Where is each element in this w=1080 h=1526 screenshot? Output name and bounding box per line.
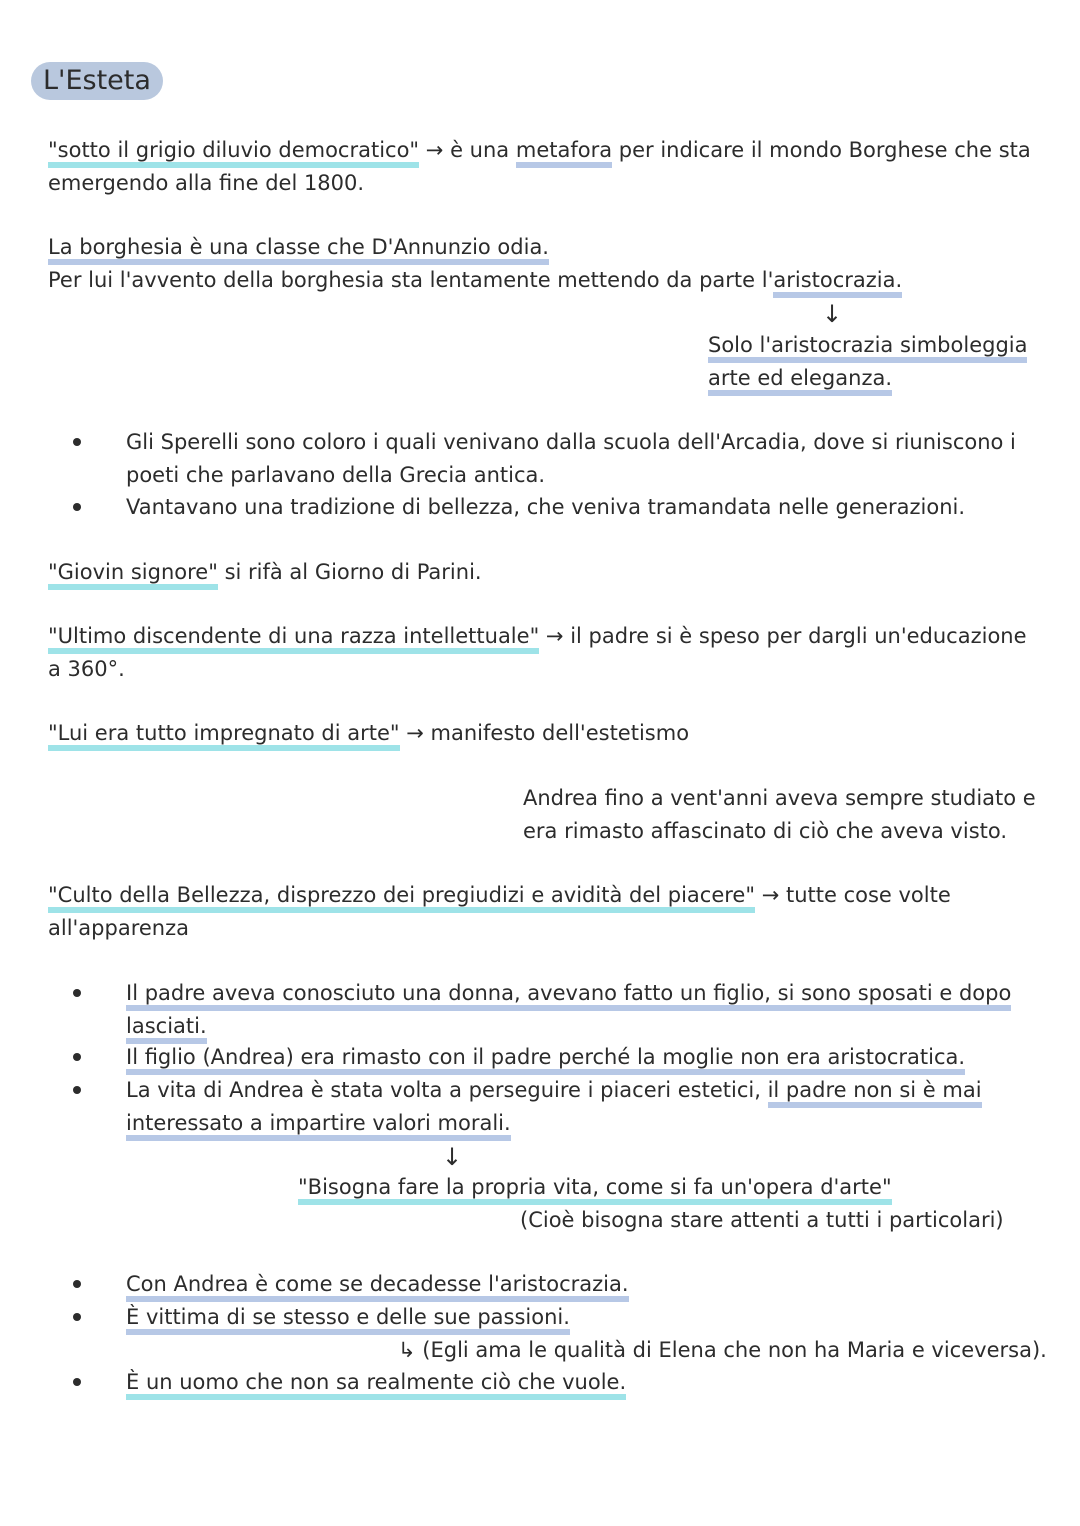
bullet-sperelli-line2: poeti che parlavano della Grecia antica. bbox=[126, 463, 546, 487]
arrow-right-icon: → bbox=[425, 138, 444, 162]
quote-impregnato-arte: "Lui era tutto impregnato di arte" bbox=[48, 721, 400, 751]
quote-culto-bellezza: "Culto della Bellezza, disprezzo dei pregiudizi e avidità del piacere" bbox=[48, 883, 755, 913]
quote-grigio-diluvio: "sotto il grigio diluvio democratico" bbox=[48, 138, 419, 168]
quote-giovin-signore: "Giovin signore" bbox=[48, 560, 218, 590]
paragraph-culto-line2: all'apparenza bbox=[48, 916, 190, 940]
bullet-dot bbox=[73, 1086, 81, 1094]
highlight-decadesse: Con Andrea è come se decadesse l'aristocrazia. bbox=[126, 1272, 629, 1302]
bullet-vita-andrea-line1 bbox=[126, 1074, 982, 1106]
highlight-padre-donna: Il padre aveva conosciuto una donna, avevano fatto un figlio, si sono sposati e dopo bbox=[126, 981, 1011, 1011]
keyword-aristocrazia: aristocrazia. bbox=[773, 268, 902, 298]
quote-opera-arte: "Bisogna fare la propria vita, come si fa un'opera d'arte" bbox=[298, 1175, 892, 1205]
text: → il padre si è speso per dargli un'educazione bbox=[545, 624, 1027, 648]
keyword-metafora: metafora bbox=[516, 138, 612, 168]
bullet-tradizione: Vantavano una tradizione di bellezza, che veniva tramandata nelle generazioni. bbox=[126, 495, 966, 519]
highlight-valori-morali: valori morali. bbox=[366, 1111, 511, 1141]
arrow-down-icon: ↓ bbox=[442, 1143, 463, 1171]
bullet-dot bbox=[73, 989, 81, 997]
bullet-dot bbox=[73, 438, 81, 446]
paragraph-impregnato-arte bbox=[48, 717, 689, 749]
highlight-non-sa-vuole: È un uomo che non sa realmente ciò che vuole. bbox=[126, 1370, 626, 1400]
text: La vita di Andrea è stata volta a perseguire i piaceri estetici, bbox=[126, 1078, 768, 1102]
paragraph-ultimo-line2: a 360°. bbox=[48, 657, 125, 681]
text: per indicare il mondo Borghese che sta bbox=[618, 138, 1031, 162]
bullet-vittima bbox=[126, 1301, 570, 1333]
bullet-dot bbox=[73, 1280, 81, 1288]
bullet-dot bbox=[73, 1378, 81, 1386]
side-note-andrea-line2: era rimasto affascinato di ciò che aveva visto. bbox=[523, 819, 1008, 843]
aristocrazia-line bbox=[48, 264, 902, 296]
bullet-dot bbox=[73, 503, 81, 511]
bullet-sperelli-line1: Gli Sperelli sono coloro i quali venivano dalla scuola dell'Arcadia, dove si riuniscono i bbox=[126, 430, 1016, 454]
note-particolari: (Cioè bisogna stare attenti a tutti i particolari) bbox=[520, 1208, 1004, 1232]
highlight-arte-eleganza: arte ed eleganza. bbox=[708, 366, 892, 396]
paragraph-metaphor-line2: emergendo alla fine del 1800. bbox=[48, 171, 365, 195]
highlight-aristocrazia-simboleggia: Solo l'aristocrazia simboleggia bbox=[708, 333, 1027, 363]
highlight-figlio-andrea: Il figlio (Andrea) era rimasto con il padre perché la moglie non era aristocratica. bbox=[126, 1045, 965, 1075]
bullet-decadesse bbox=[126, 1268, 629, 1300]
paragraph-giovin-signore bbox=[48, 556, 482, 588]
text: è una bbox=[450, 138, 510, 162]
arrow-down-icon: ↓ bbox=[822, 300, 843, 328]
bullet-uomo bbox=[126, 1366, 626, 1398]
page-title: L'Esteta bbox=[31, 62, 163, 100]
quote-opera-arte-line bbox=[298, 1171, 892, 1203]
paragraph-ultimo-discendente bbox=[48, 620, 1027, 652]
highlight-vittima: È vittima di se stesso e delle sue passioni. bbox=[126, 1305, 570, 1335]
highlight-padre-non-mai: il padre non si è mai bbox=[768, 1078, 982, 1108]
bullet-dot bbox=[73, 1053, 81, 1061]
text: si rifà al Giorno di Parini. bbox=[224, 560, 482, 584]
side-note-line2 bbox=[708, 362, 892, 394]
text: → manifesto dell'estetismo bbox=[406, 721, 690, 745]
highlight-lasciati: lasciati. bbox=[126, 1014, 207, 1044]
bullet-padre-line2 bbox=[126, 1010, 207, 1042]
quote-ultimo-discendente: "Ultimo discendente di una razza intellettuale" bbox=[48, 624, 539, 654]
side-note-line1 bbox=[708, 329, 1027, 361]
text: → tutte cose volte bbox=[761, 883, 951, 907]
bullet-vita-andrea-line2 bbox=[126, 1107, 511, 1139]
highlight-borghesia: La borghesia è una classe che D'Annunzio odia. bbox=[48, 235, 549, 265]
bullet-figlio bbox=[126, 1041, 965, 1073]
paragraph-metaphor bbox=[48, 134, 1031, 166]
borghesia-line bbox=[48, 231, 549, 263]
highlight-interessato: interessato a impartire bbox=[126, 1111, 366, 1141]
sub-note-elena-maria: ↳ (Egli ama le qualità di Elena che non ha Maria e viceversa). bbox=[398, 1338, 1047, 1362]
paragraph-culto-bellezza bbox=[48, 879, 951, 911]
text: Per lui l'avvento della borghesia sta lentamente mettendo da parte l' bbox=[48, 268, 774, 292]
bullet-dot bbox=[73, 1313, 81, 1321]
bullet-padre-line1 bbox=[126, 977, 1011, 1009]
side-note-andrea-line1: Andrea fino a vent'anni aveva sempre studiato e bbox=[523, 786, 1036, 810]
